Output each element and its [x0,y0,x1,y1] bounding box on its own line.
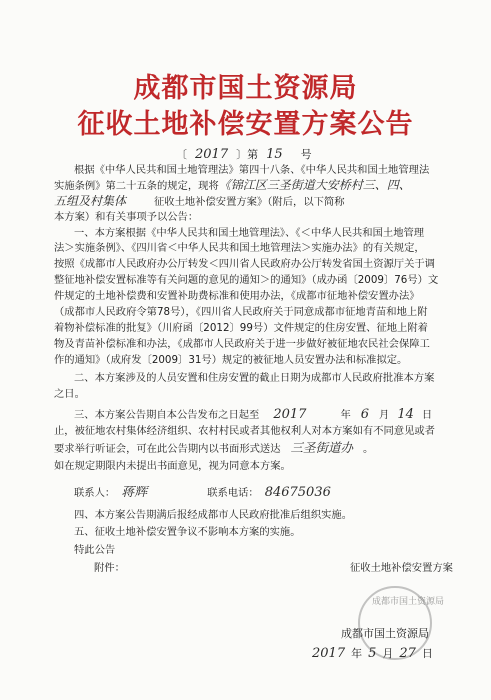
issue-date: 2017 年 5 月 27 日 [312,646,433,661]
handwritten-village-1: 《锦江区三圣街道大安桥村三、四、 [218,178,411,192]
title-line-2: 征收土地补偿安置方案公告 [77,109,414,140]
body-line-19: 如在规定期限内未提出书面意见，视为同意本方案。 [54,460,291,472]
body-line-23: 特此公告 [74,544,116,556]
body-line-14: 二、本方案涉及的人员安置和住房安置的截止日期为成都市人民政府批准本方案 [74,372,435,384]
issuer-name: 成都市国土资源局 [341,627,429,640]
body-line-22: 五、征收土地补偿安置争议不影响本方案的实施。 [74,526,301,538]
body-line-3: 五组及村集体 征收土地补偿安置方案》（附后，以下简称 [54,194,345,208]
body-line-17: 止，被征地农村集体经济组织、农村村民或者其他权利人对本方案如有不同意见或者 [54,425,435,437]
body-line-13: 作的通知》（成府发〔2009〕31号）规定的被征地人员安置办法和标准拟定。 [54,354,408,366]
body-line-10: （成都市人民政府令第78号），《四川省人民政府关于同意成都市征地青苗和地上附 [54,306,428,318]
body-line-6: 法＞实施条例》、《四川省＜中华人民共和国土地管理法＞实施办法》的有关规定， [54,242,425,254]
body-line-7: 按照《成都市人民政府办公厅转发＜四川省人民政府办公厅转发省国土资源厅关于调 [54,258,435,270]
deadline-day: 14 [397,408,414,422]
body-line-18: 要求举行听证会，可在此公告期内以书面形式送达 三圣街道办 。 [54,441,374,455]
body-line-12: 物及青苗补偿标准和办法，《成都市人民政府关于进一步做好被征地农民社会保障工 [54,338,430,350]
deadline-month: 6 [360,408,370,422]
body-line-9: 件规定的土地补偿费和安置补助费标准和使用办法，《成都市征地补偿安置办法》 [54,290,420,302]
seal-text: 成都市国土资源局 [372,597,445,607]
attachment-title: 征收土地补偿安置方案 [350,562,453,574]
body-line-11: 着物补偿标准的批复》（川府函〔2012〕99号）文件规定的住房安置、征地上附着 [54,322,428,334]
title-line-1: 成都市国土资源局 [133,73,358,104]
body-line-1: 根据《中华人民共和国土地管理法》第四十八条、《中华人民共和国土地管理法 [74,164,430,176]
docno-open: 〔 [176,148,187,161]
handwritten-recipient: 三圣街道办 [290,441,354,455]
body-line-2: 实施条例》第二十五条的规定，现将《锦江区三圣街道大安桥村三、四、 [54,178,411,192]
body-line-15: 之日。 [54,388,85,400]
body-line-5: 一、本方案根据《中华人民共和国土地管理法》、《＜中华人民共和国土地管理 [74,227,425,239]
docno-close: 〕第 [236,148,259,161]
deadline-year: 2017 [273,408,307,422]
contact-phone: 84675036 [264,486,331,500]
body-line-4: 本方案）和有关事项予以公告： [54,211,199,223]
body-line-21: 四、本方案公告期满后报经成都市人民政府批准后组织实施。 [74,509,353,521]
handwritten-village-2: 五组及村集体 [54,194,127,208]
docno-num: 15 [266,147,283,162]
docno-year: 2017 [195,147,229,162]
attachment-line: 附件： 征收土地补偿安置方案 [94,562,453,574]
docno-suffix: 号 [300,148,312,161]
body-line-16: 三、本方案公告期自本公告发布之日起至 2017 年 6 月 14 日 [74,408,433,422]
contact-line: 联系人： 蒋辉 联系电话： 84675036 [74,486,331,500]
body-line-8: 整征地补偿安置标准等有关问题的意见的通知＞的通知》（成办函〔2009〕76号）文 [54,274,439,286]
contact-person: 蒋辉 [121,486,148,500]
document-number [176,146,312,162]
